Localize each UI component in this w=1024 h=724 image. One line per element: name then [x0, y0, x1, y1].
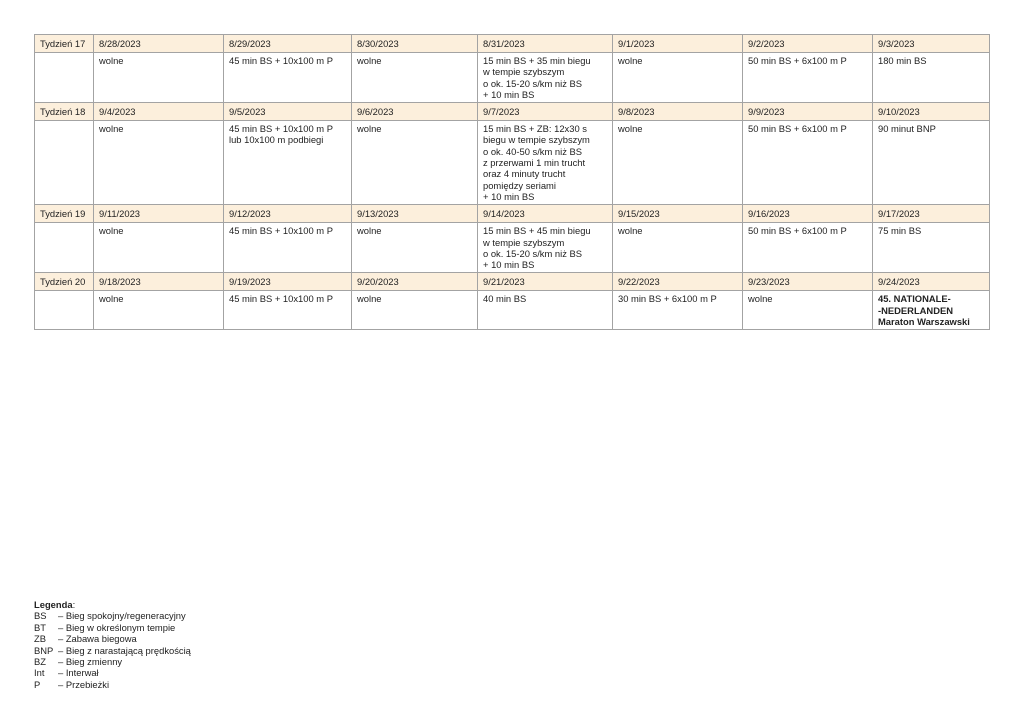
activity-cell: wolne [613, 121, 743, 205]
date-cell: 9/5/2023 [224, 103, 352, 121]
activity-cell: wolne [352, 223, 478, 273]
activity-cell: wolne [352, 53, 478, 103]
date-cell: 9/14/2023 [478, 205, 613, 223]
empty-label-cell [35, 291, 94, 330]
date-cell: 9/9/2023 [743, 103, 873, 121]
activity-cell: 50 min BS + 6x100 m P [743, 223, 873, 273]
activity-cell: 40 min BS [478, 291, 613, 330]
activity-cell: wolne [94, 291, 224, 330]
activity-cell: wolne [94, 223, 224, 273]
legend [34, 599, 191, 690]
week-activity-row [35, 291, 990, 330]
legend-abbreviation: ZB [34, 633, 46, 645]
date-cell: 9/7/2023 [478, 103, 613, 121]
date-cell: 9/12/2023 [224, 205, 352, 223]
legend-item [34, 622, 191, 633]
legend-description: – Zabawa biegowa [58, 633, 137, 645]
date-cell: 9/15/2023 [613, 205, 743, 223]
training-plan-table [34, 34, 990, 330]
activity-cell: 15 min BS + 35 min biegu w tempie szybszym o ok. 15-20 s/km niż BS + 10 min BS [478, 53, 613, 103]
activity-cell: 90 minut BNP [873, 121, 990, 205]
activity-cell: 45 min BS + 10x100 m P lub 10x100 m podbiegi [224, 121, 352, 205]
activity-cell: 50 min BS + 6x100 m P [743, 53, 873, 103]
date-cell: 9/22/2023 [613, 273, 743, 291]
activity-cell: wolne [94, 121, 224, 205]
activity-cell: wolne [352, 121, 478, 205]
legend-abbreviation: BT [34, 621, 46, 633]
week-date-row [35, 103, 990, 121]
legend-abbreviation: BNP [34, 644, 54, 656]
date-cell: 9/18/2023 [94, 273, 224, 291]
week-date-row [35, 273, 990, 291]
activity-cell: 180 min BS [873, 53, 990, 103]
week-label: Tydzień 18 [35, 103, 94, 121]
legend-title-colon: : [72, 599, 76, 610]
date-cell: 9/3/2023 [873, 35, 990, 53]
empty-label-cell [35, 223, 94, 273]
legend-description: – Bieg zmienny [58, 656, 123, 668]
legend-item [34, 667, 191, 678]
activity-cell: wolne [613, 223, 743, 273]
date-cell: 9/16/2023 [743, 205, 873, 223]
date-cell: 9/10/2023 [873, 103, 990, 121]
week-label: Tydzień 17 [35, 35, 94, 53]
date-cell: 9/21/2023 [478, 273, 613, 291]
empty-label-cell [35, 121, 94, 205]
activity-cell: wolne [743, 291, 873, 330]
legend-item [34, 610, 191, 621]
legend-abbreviation: BZ [34, 656, 46, 668]
date-cell: 8/29/2023 [224, 35, 352, 53]
date-cell: 9/23/2023 [743, 273, 873, 291]
activity-cell: wolne [94, 53, 224, 103]
date-cell: 8/28/2023 [94, 35, 224, 53]
legend-item [34, 633, 191, 644]
activity-cell: 45 min BS + 10x100 m P [224, 291, 352, 330]
legend-description: – Interwał [58, 667, 99, 679]
date-cell: 9/1/2023 [613, 35, 743, 53]
activity-cell: wolne [352, 291, 478, 330]
date-cell: 8/31/2023 [478, 35, 613, 53]
date-cell: 9/13/2023 [352, 205, 478, 223]
legend-item [34, 645, 191, 656]
activity-cell: 75 min BS [873, 223, 990, 273]
activity-cell: 45 min BS + 10x100 m P [224, 53, 352, 103]
legend-title-text: Legenda [34, 599, 73, 610]
activity-cell: 45 min BS + 10x100 m P [224, 223, 352, 273]
week-date-row [35, 205, 990, 223]
date-cell: 9/24/2023 [873, 273, 990, 291]
date-cell: 9/11/2023 [94, 205, 224, 223]
legend-title [34, 599, 191, 610]
date-cell: 9/8/2023 [613, 103, 743, 121]
week-activity-row [35, 223, 990, 273]
date-cell: 9/4/2023 [94, 103, 224, 121]
activity-cell: 15 min BS + 45 min biegu w tempie szybszym o ok. 15-20 s/km niż BS + 10 min BS [478, 223, 613, 273]
legend-abbreviation: BS [34, 610, 47, 622]
week-label: Tydzień 19 [35, 205, 94, 223]
activity-cell: 15 min BS + ZB: 12x30 s biegu w tempie szybszym o ok. 40-50 s/km niż BS z przerwami 1 min trucht oraz 4 minuty trucht pomiędzy seriami + 10 min BS [478, 121, 613, 205]
legend-description: – Bieg w określonym tempie [58, 621, 176, 633]
date-cell: 9/2/2023 [743, 35, 873, 53]
date-cell: 9/19/2023 [224, 273, 352, 291]
legend-abbreviation: Int [34, 667, 45, 679]
activity-cell: 50 min BS + 6x100 m P [743, 121, 873, 205]
empty-label-cell [35, 53, 94, 103]
week-label: Tydzień 20 [35, 273, 94, 291]
date-cell: 8/30/2023 [352, 35, 478, 53]
legend-item [34, 656, 191, 667]
week-activity-row [35, 121, 990, 205]
legend-description: – Przebieżki [58, 678, 110, 690]
legend-abbreviation: P [34, 678, 41, 690]
week-activity-row [35, 53, 990, 103]
activity-cell: 45. NATIONALE- -NEDERLANDEN Maraton Warszawski [873, 291, 990, 330]
activity-cell: wolne [613, 53, 743, 103]
activity-cell: 30 min BS + 6x100 m P [613, 291, 743, 330]
date-cell: 9/20/2023 [352, 273, 478, 291]
legend-item [34, 679, 191, 690]
legend-description: – Bieg spokojny/regeneracyjny [58, 610, 186, 622]
date-cell: 9/6/2023 [352, 103, 478, 121]
legend-description: – Bieg z narastającą prędkością [58, 644, 191, 656]
week-date-row [35, 35, 990, 53]
date-cell: 9/17/2023 [873, 205, 990, 223]
